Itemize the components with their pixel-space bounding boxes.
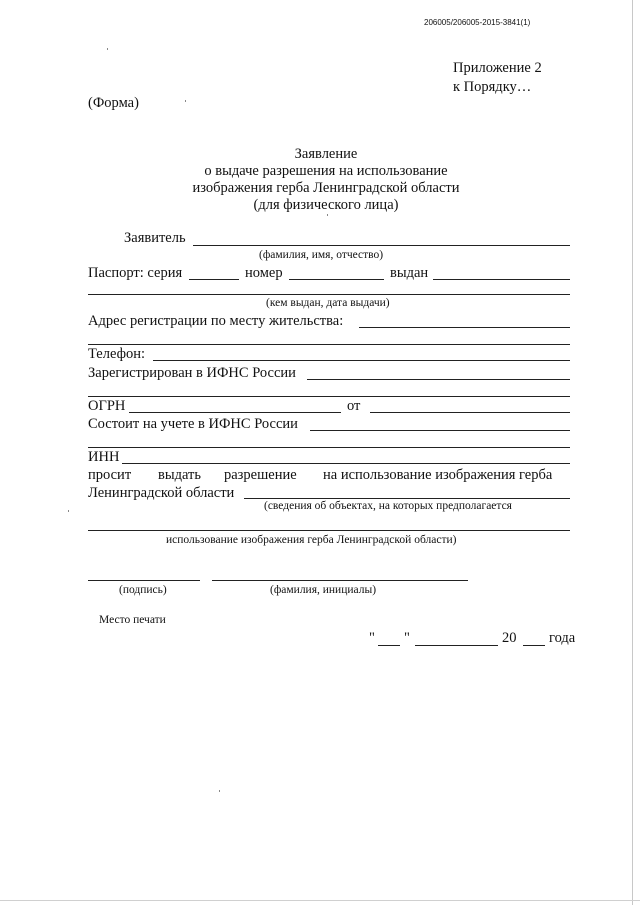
inn-label: ИНН — [88, 449, 120, 465]
request-region: Ленинградской области — [88, 485, 235, 501]
issued-by-line[interactable] — [88, 294, 570, 295]
ogrn-line[interactable] — [129, 412, 341, 413]
registered-ifns-line-1[interactable] — [307, 379, 570, 380]
objects-hint: (сведения об объектах, на которых предполагается — [264, 500, 512, 512]
address-label: Адрес регистрации по месту жительства: — [88, 313, 344, 329]
date-year-suffix: года — [549, 630, 576, 646]
document-subtitle-2: изображения герба Ленинградской области — [192, 180, 460, 196]
objects-line-1[interactable] — [244, 498, 570, 499]
stamp-place-label: Место печати — [99, 614, 166, 626]
tax-registration-label: Состоит на учете в ИФНС России — [88, 416, 298, 432]
objects-line-2[interactable] — [88, 530, 570, 531]
request-word-1: просит — [88, 467, 132, 483]
objects-hint-continued: использование изображения герба Ленинградской области) — [166, 534, 457, 546]
ogrn-label: ОГРН — [88, 398, 126, 414]
phone-label: Телефон: — [88, 346, 146, 362]
appendix-reference: к Порядку… — [453, 79, 532, 95]
document-title: Заявление — [294, 146, 358, 162]
passport-issued-line[interactable] — [433, 279, 570, 280]
request-word-2: выдать — [158, 467, 201, 483]
passport-issued-label: выдан — [390, 265, 429, 281]
applicant-hint: (фамилия, имя, отчество) — [259, 249, 384, 261]
phone-line[interactable] — [153, 360, 570, 361]
scan-speck — [327, 214, 328, 216]
applicant-line[interactable] — [193, 245, 570, 246]
date-century: 20 — [502, 630, 517, 646]
address-line-2[interactable] — [88, 344, 570, 345]
date-quote-close: " — [404, 630, 410, 646]
scan-speck — [219, 790, 220, 792]
registered-ifns-label: Зарегистрирован в ИФНС России — [88, 365, 296, 381]
form-label: (Форма) — [88, 95, 139, 111]
name-initials-line[interactable] — [212, 580, 468, 581]
date-month-line[interactable] — [415, 645, 498, 646]
document-subtitle-3: (для физического лица) — [253, 197, 399, 213]
name-initials-hint: (фамилия, инициалы) — [270, 584, 377, 596]
request-word-4: на использование изображения герба — [323, 467, 553, 483]
ogrn-date-label: от — [347, 398, 361, 414]
appendix-number: Приложение 2 — [453, 60, 542, 76]
passport-series-line[interactable] — [189, 279, 239, 280]
inn-line[interactable] — [122, 463, 570, 464]
applicant-label: Заявитель — [124, 230, 186, 246]
passport-number-label: номер — [245, 265, 283, 281]
document-subtitle-1: о выдаче разрешения на использование — [204, 163, 448, 179]
date-quote-open: " — [369, 630, 375, 646]
ogrn-date-line[interactable] — [370, 412, 570, 413]
tax-registration-line-2[interactable] — [88, 447, 570, 448]
signature-hint: (подпись) — [119, 584, 167, 596]
passport-number-line[interactable] — [289, 279, 384, 280]
request-word-3: разрешение — [224, 467, 297, 483]
address-line-1[interactable] — [359, 327, 570, 328]
scan-speck — [68, 510, 69, 512]
signature-line[interactable] — [88, 580, 200, 581]
registered-ifns-line-2[interactable] — [88, 396, 570, 397]
date-year-line[interactable] — [523, 645, 545, 646]
scan-speck — [185, 100, 186, 102]
passport-series-label: Паспорт: серия — [88, 265, 183, 281]
scan-edge-right — [632, 0, 633, 905]
document-id: 206005/206005-2015-3841(1) — [424, 18, 531, 27]
issued-by-hint: (кем выдан, дата выдачи) — [266, 297, 390, 309]
tax-registration-line-1[interactable] — [310, 430, 570, 431]
date-day-line[interactable] — [378, 645, 400, 646]
scan-edge-bottom — [0, 900, 640, 901]
scan-speck — [107, 48, 108, 50]
